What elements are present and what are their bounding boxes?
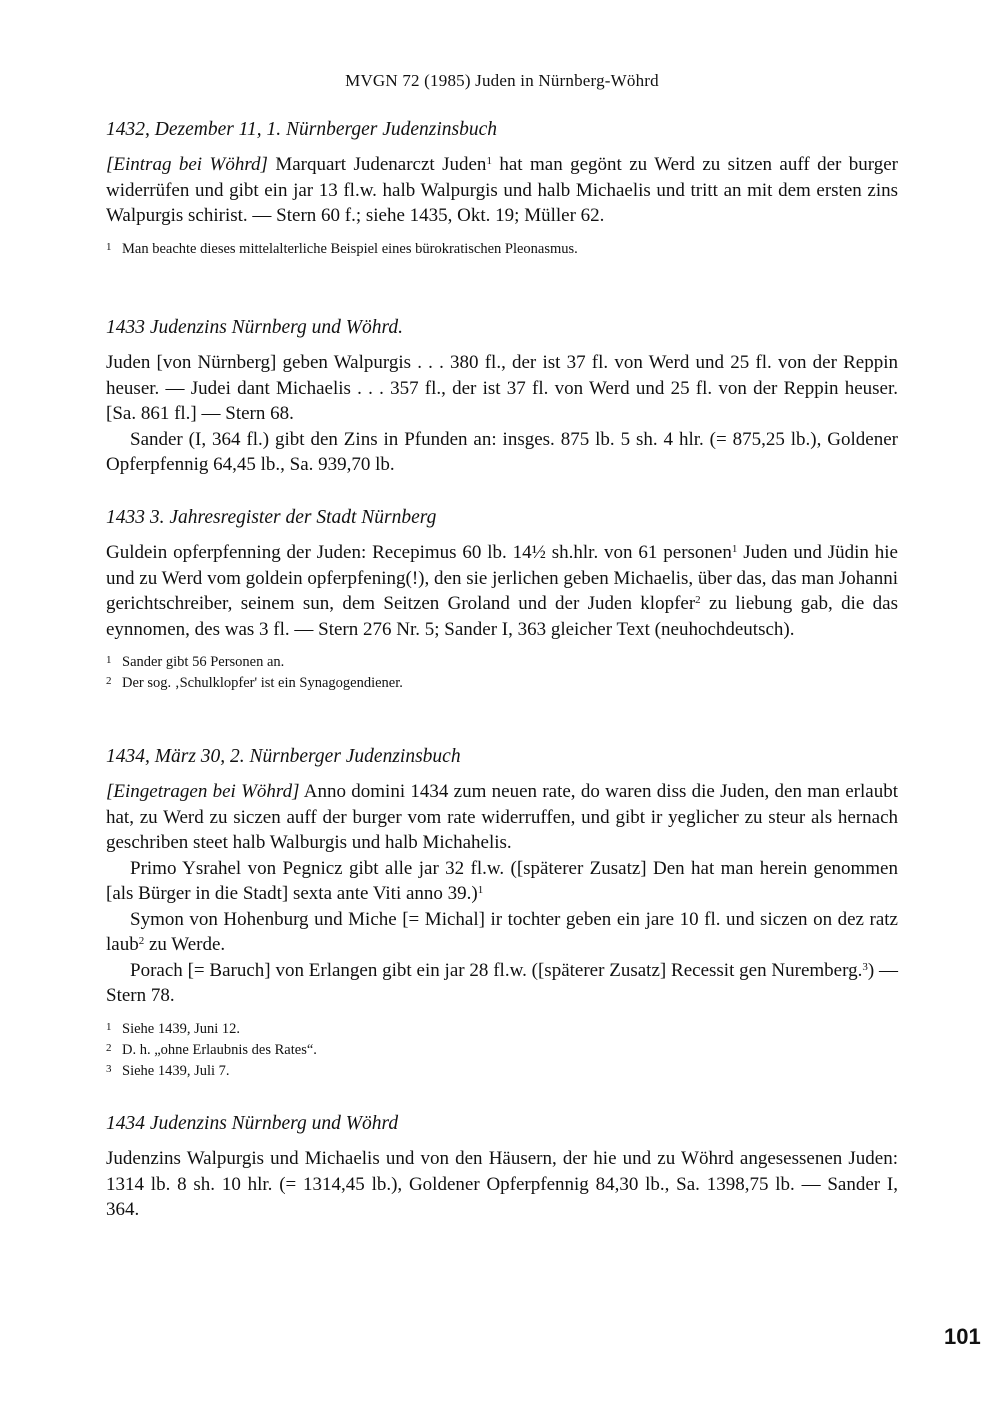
entry-1432 [106, 117, 898, 260]
footnote-ref: 1 [477, 884, 484, 896]
paragraph [106, 779, 898, 856]
paragraph-text: zu liebung gab, die das eynnomen, des was 3 fl. — Stern 276 Nr. 5; Sander I, 363 gleicher Text (neuhochdeutsch). [106, 593, 898, 640]
entry-heading: 1433 Judenzins Nürnberg und Wöhrd. [106, 317, 404, 338]
paragraph-text: Guldein opferpfenning der Juden: Recepimus 60 lb. 14½ sh.hlr. von 61 personen [106, 542, 732, 563]
footnote [106, 1061, 898, 1082]
footnote-text: Sander gibt 56 Personen an. [122, 654, 285, 670]
entry-lead: [Eingetragen bei Wöhrd] [106, 781, 300, 802]
footnote [106, 652, 898, 673]
footnote-ref: 3 [862, 960, 868, 973]
footnote-text: Siehe 1439, Juli 7. [122, 1062, 230, 1079]
entry-body [106, 350, 898, 478]
footnote [106, 1040, 898, 1061]
entry-heading: 1434 Judenzins Nürnberg und Wöhrd [106, 1113, 399, 1134]
footnote-text: Der sog. ‚Schulklopfer' ist ein Synagogendiener. [122, 675, 403, 691]
footnote-mark: 1 [106, 1020, 112, 1033]
paragraph-text: zu Werde. [144, 934, 226, 955]
entry-heading: 1434, März 30, 2. Nürnberger Judenzinsbuch [106, 746, 461, 767]
paragraph-text: Symon von Hohenburg und Miche [= Michal] ir tochter geben ein jare 10 fl. und siczen on dez ratz laub [106, 908, 898, 955]
entry-1434-maerz [106, 744, 898, 1082]
page-number: 101 [944, 1324, 981, 1349]
paragraph [106, 540, 898, 642]
footnote-mark: 1 [106, 654, 112, 666]
footnote-text: D. h. „ohne Erlaubnis des Rates“. [122, 1041, 317, 1058]
entry-body [106, 152, 898, 229]
paragraph-text: hat man gegönt zu Werd zu sitzen auff der burger widerrüfen und gibt ein jar 13 fl.w. halb Walpurgis und halb Michaelis und tritt an mit dem ersten zins Walpurgis schirist. — Stern 60 f.; siehe 1435, Okt. 19; Müller 62. [106, 154, 899, 226]
footnotes [106, 652, 898, 694]
paragraph [106, 907, 898, 958]
footnote [106, 1019, 898, 1040]
footnote-mark: 1 [106, 240, 112, 253]
footnote-ref: 2 [138, 935, 145, 947]
footnote-ref: 1 [486, 155, 492, 167]
paragraph: Juden [von Nürnberg] geben Walpurgis . . . 380 fl., der ist 37 fl. von Werd und 25 fl. von der Reppin heuser. — Judei dant Michaelis . . . 357 fl., der ist 37 fl. von Werd und 25 fl. von der Reppin heuser. [Sa. 861 fl.] — Stern 68. [106, 352, 898, 424]
paragraph-text: Juden und Jüdin hie und zu Werd vom goldein opferpfening(!), den sie jerlichen geben Michaelis, über das, das man Johanni gerichtschreiber, seinem sun, dem Seitzen Groland und der Juden klopfer [106, 542, 898, 614]
entry-heading: 1433 3. Jahresregister der Stadt Nürnberg [106, 507, 437, 528]
paragraph-text: Anno domini 1434 zum neuen rate, do waren diss die Juden, den man erlaubt hat, zu Werd zu siczen auff der burger vom rate widerruffen, und gibt ir yeglicher zu steur als hernach geschriben steet halb Walburgis und halb Michahelis. [106, 781, 898, 853]
footnotes [106, 239, 898, 260]
footnote-text: Siehe 1439, Juni 12. [122, 1020, 241, 1037]
paragraph-text: Marquart Judenarczt Juden [267, 154, 487, 175]
paragraph [106, 152, 898, 229]
entry-1434-judenzins [106, 1111, 898, 1223]
footnote-mark: 2 [106, 1041, 112, 1054]
footnote-text: Man beachte dieses mittelalterliche Beispiel eines bürokratischen Pleonasmus. [122, 240, 578, 257]
paragraph-text: Porach [= Baruch] von Erlangen gibt ein jar 28 fl.w. ([späterer Zusatz] Recessit gen Nuremberg. [130, 959, 863, 981]
entry-heading: 1432, Dezember 11, 1. Nürnberger Judenzinsbuch [106, 119, 498, 140]
footnote-mark: 2 [106, 675, 112, 687]
running-head: MVGN 72 (1985) Juden in Nürnberg-Wöhrd [345, 71, 659, 90]
footnote-ref: 2 [695, 594, 701, 606]
footnotes [106, 1019, 898, 1082]
entry-body [106, 1146, 898, 1223]
entry-1433-jahresregister [106, 505, 898, 694]
paragraph [106, 856, 898, 907]
footnote-ref: 1 [731, 543, 738, 555]
footnote [106, 239, 898, 260]
entry-body [106, 779, 898, 1009]
entry-body [106, 540, 898, 642]
paragraph: Sander (I, 364 fl.) gibt den Zins in Pfunden an: insges. 875 lb. 5 sh. 4 hlr. (= 875,25 lb.), Goldener Opferpfennig 64,45 lb., Sa. 939,70 lb. [106, 428, 898, 475]
entry-1433-judenzins [106, 315, 898, 478]
paragraph-text: Primo Ysrahel von Pegnicz gibt alle jar 32 fl.w. ([späterer Zusatz] Den hat man herein genommen [als Bürger in die Stadt] sexta ante Viti anno 39.) [106, 857, 898, 904]
paragraph [106, 958, 898, 1009]
footnote-mark: 3 [106, 1062, 112, 1075]
entry-lead: [Eintrag bei Wöhrd] [106, 154, 268, 175]
paragraph: Judenzins Walpurgis und Michaelis und von den Häusern, der hie und zu Wöhrd angesessenen Juden: 1314 lb. 8 sh. 10 hlr. (= 1314,45 lb.), Goldener Opferpfennig 84,30 lb., Sa. 1398,75 lb. — Sander I, 364. [106, 1148, 898, 1220]
paragraph-text: ) — Stern 78. [106, 959, 898, 1006]
footnote [106, 673, 898, 694]
